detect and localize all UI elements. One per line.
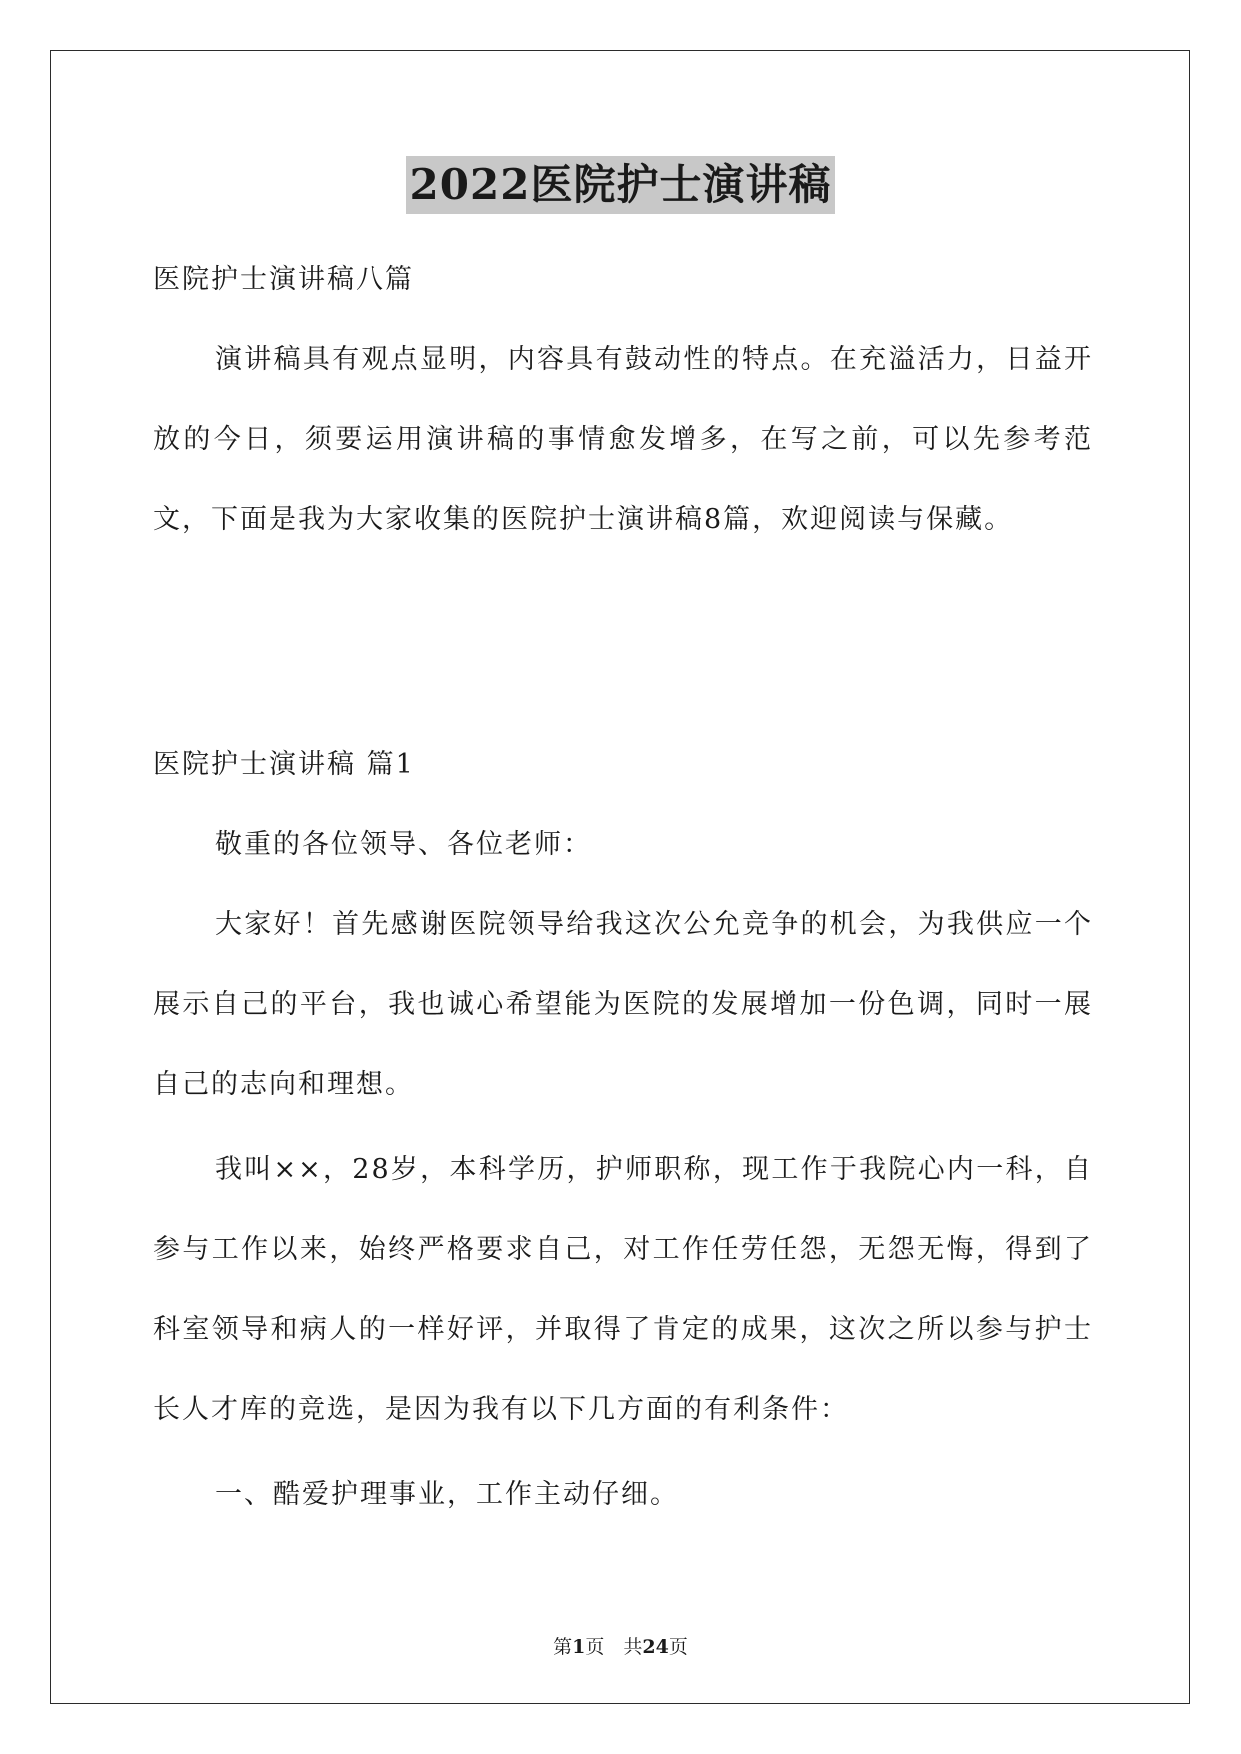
- intro-paragraph: 演讲稿具有观点显明，内容具有鼓动性的特点。在充溢活力，日益开放的今日，须要运用演讲稿的事情愈发增多，在写之前，可以先参考范文，下面是我为大家收集的医院护士演讲稿8篇，欢迎阅读与保藏。: [153, 344, 1093, 535]
- footer-prefix: 第: [553, 1636, 573, 1658]
- footer-current-page: 1: [572, 1636, 586, 1658]
- footer-suffix: 页: [668, 1636, 688, 1658]
- page-footer: [0, 1632, 1241, 1659]
- body-paragraph-2: 我叫××，28岁，本科学历，护师职称，现工作于我院心内一科，自参与工作以来，始终严格要求自己，对工作任劳任怨，无怨无悔，得到了科室领导和病人的一样好评，并取得了肯定的成果，这次之所以参与护士长人才库的竞选，是因为我有以下几方面的有利条件：: [153, 1154, 1093, 1425]
- footer-total-pages: 24: [642, 1636, 669, 1658]
- point-1-paragraph: 一、酷爱护理事业，工作主动仔细。: [215, 1479, 679, 1510]
- document-title: 2022医院护士演讲稿: [406, 156, 836, 214]
- body-paragraph-1: 大家好！首先感谢医院领导给我这次公允竞争的机会，为我供应一个展示自己的平台，我也诚心希望能为医院的发展增加一份色调，同时一展自己的志向和理想。: [153, 909, 1093, 1100]
- section-heading: 医院护士演讲稿 篇1: [153, 749, 415, 780]
- footer-mid: 页 共: [585, 1636, 643, 1658]
- document-subtitle: 医院护士演讲稿八篇: [153, 264, 414, 295]
- title-container: [0, 156, 1241, 214]
- greeting-paragraph: 敬重的各位领导、各位老师：: [215, 829, 592, 860]
